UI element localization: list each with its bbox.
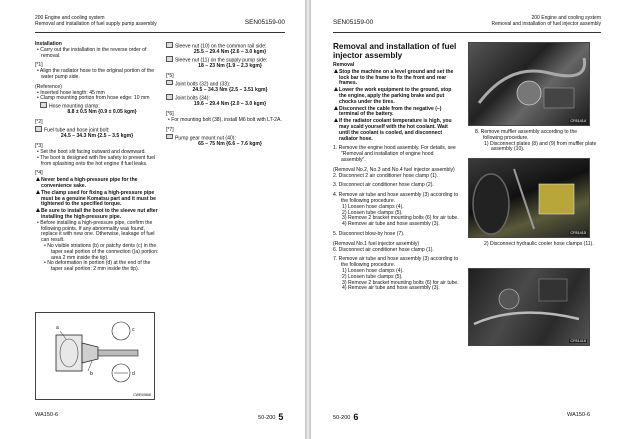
engine-photo-2	[468, 158, 590, 238]
warning-1: Never bend a high-pressure pipe for the convenience sake.	[35, 177, 159, 190]
ref-4: [*4]	[35, 170, 43, 177]
step-6: 6. Disconnect air conditioner hose clamp (1).	[333, 246, 434, 253]
step-7-3: 3) Remove 2 bracket mounting bolts (6) for air tube.	[342, 279, 459, 286]
fuel-tube-label: Fuel tube and hose joint bolt:	[35, 126, 159, 134]
torque-icon	[40, 102, 47, 108]
step-4-4: 4) Remove air tube and hose assembly (3).	[342, 221, 440, 228]
warning-icon	[334, 118, 338, 122]
reference-label: (Reference)	[35, 83, 62, 90]
ref-7: [*7]	[166, 126, 174, 133]
removal-title: Removal	[333, 62, 355, 68]
align-note: • Align the radiator hose to the original portion of the water pump side.	[37, 68, 155, 80]
right-page-header	[333, 14, 601, 33]
warning-3: Be sure to install the boot to the sleeve nut after installing the high-pressure pipe.	[35, 208, 159, 221]
sleeve-pump-label: Sleeve nut (11) on the supply pump side:	[166, 56, 294, 64]
right-column-1	[333, 42, 459, 292]
engine-photo-2-drawing	[469, 159, 589, 237]
torque-icon	[166, 80, 173, 86]
step-7-1: 1) Loosen hose clamps (4).	[342, 267, 404, 274]
torque-icon	[166, 42, 173, 48]
header-section-title: 200 Engine and cooling system	[531, 15, 601, 21]
ref-3: [*3]	[35, 143, 43, 150]
warning-icon	[36, 190, 40, 194]
step-8-1: 1) Disconnect plates (8) and (9) from muffler plate assembly (10).	[484, 140, 597, 153]
ref-1: [*1]	[35, 62, 43, 69]
check-1: • No visible striations (b) or patchy dents (c) in the taper seal portion of the connection ((a) portion: area 2 mm inside the tip).	[44, 242, 159, 261]
figure-id: CWE00868	[133, 393, 151, 397]
header-doc-code: SEN05159-00	[333, 19, 374, 26]
ref-2: [*2]	[35, 119, 43, 126]
diagram-label-d: d	[132, 371, 135, 377]
warning-icon	[334, 106, 338, 110]
warning-2: Lower the work equipment to the ground, stop the engine, apply the parking brake and put chocks under the tires.	[333, 87, 459, 105]
boot-note-b: • The boot is designed with fire safety to prevent fuel from splashing onto the hot engine if fuel leaks.	[37, 154, 156, 167]
header-doc-code: SEN05159-00	[244, 19, 285, 26]
right-column-2	[475, 130, 597, 153]
torque-icon	[166, 94, 173, 100]
torque-icon	[166, 56, 173, 62]
torque-icon	[166, 134, 173, 140]
warning-1: Stop the machine on a level ground and set the lock bar to the frame to fix the front and rear frames.	[333, 69, 459, 87]
hose-clamp-label: Hose mounting clamp:	[35, 102, 159, 110]
page-title: Removal and installation of fuel injector assembly	[333, 42, 457, 60]
left-footer-model: WA150-6	[35, 412, 59, 418]
step-7-2: 2) Loosen tube clamps (5).	[342, 273, 403, 280]
warning-icon	[334, 69, 338, 73]
right-column-3	[475, 242, 597, 248]
step-4-2: 2) Loosen tube clamps (5).	[342, 209, 403, 216]
gear-nut-torque: 65 – 75 Nm {6.6 – 7.6 kgm}	[198, 140, 262, 147]
photo-3-id: CF81416	[570, 339, 586, 343]
step-1: 1. Remove the engine hood assembly. For details, see "Removal and installation of engine hood assembly".	[333, 145, 456, 163]
step-4-1: 1) Loosen hose clamps (4).	[342, 203, 404, 210]
check-2: • No deformation in portion (d) at the end of the taper seal portion: 2 mm inside the tip).	[44, 260, 151, 273]
step-4: 4. Remove air tube and hose assembly (3) according to the following procedure.	[333, 192, 459, 204]
header-section-title: 200 Engine and cooling system	[35, 15, 105, 21]
step-5: 5. Disconnect blow-by hose (7).	[333, 230, 405, 237]
photo-1-id: CF81414	[570, 119, 586, 123]
mounting-bolt-note: • For mounting bolt (38), install M6 bolt with LT-2A.	[168, 116, 282, 123]
left-column-2	[166, 42, 294, 148]
clamp-position: • Clamp mounting portion from hose edge: 10 mm	[37, 95, 150, 102]
step-7-4: 4) Remove air tube and hose assembly (3).	[342, 285, 440, 292]
header-subtitle: Removal and installation of fuel injector assembly	[491, 20, 601, 27]
engine-photo-1	[468, 42, 590, 126]
header-subtitle: Removal and installation of fuel supply pump assembly	[35, 20, 157, 27]
warning-icon	[36, 208, 40, 212]
joint-34-torque: 19.6 – 29.4 Nm {2.0 – 3.0 kgm}	[193, 101, 267, 108]
before-install: • Before installing a high-pressure pipe, confirm the following points. If any abnormality was found, replace it with new one. Otherwise, leakage of fuel can result.	[37, 219, 155, 244]
boot-note-a: • Set the boot slit facing outward and downward.	[37, 148, 146, 155]
joint-34-label: Joint bolts (34):	[166, 94, 294, 102]
sleeve-common-torque: 25.5 – 29.4 Nm {2.6 – 3.0 kgm}	[193, 49, 267, 56]
engine-photo-1-drawing	[469, 43, 589, 125]
right-footer-page: 50-200 6	[333, 412, 359, 422]
step-3: 3. Disconnect air conditioner hose clamp (2).	[333, 182, 434, 189]
diagram-label-b: b	[90, 371, 93, 377]
torque-icon	[35, 126, 42, 132]
joint-32-33-torque: 24.5 – 34.3 Nm {2.5 – 3.51 kgm}	[192, 87, 268, 94]
ref-5: [*5]	[166, 73, 174, 80]
install-note: • Carry out the installation in the reverse order of removal.	[37, 46, 147, 59]
engine-photo-3-drawing	[469, 269, 589, 345]
sleeve-pump-torque: 18 – 23 Nm {1.9 – 2.3 kgm}	[198, 63, 262, 70]
gear-nut-label: Pump gear mount nut (40):	[166, 134, 294, 142]
warning-icon	[36, 177, 40, 181]
ref-6: [*6]	[166, 111, 174, 118]
left-page	[0, 0, 305, 439]
fuel-tube-torque: 24.5 – 34.3 Nm {2.5 – 3.5 kgm}	[60, 133, 134, 140]
diagram-label-c: c	[132, 327, 135, 333]
warning-3: Disconnect the cable from the negative (–) terminal of the battery.	[333, 106, 459, 119]
left-column-1	[35, 42, 159, 273]
taper-seal-drawing	[36, 313, 154, 399]
left-footer-page: 50-200 5	[258, 412, 284, 422]
installation-title: Installation	[35, 41, 62, 47]
warning-icon	[334, 87, 338, 91]
hose-length: • Inserted hose length: 45 mm	[37, 89, 105, 96]
right-footer-model: WA150-6	[567, 412, 591, 418]
step-8: 8. Remove muffler assembly according to the following procedure.	[475, 129, 578, 141]
removal-no2-4-note: (Removal No.2, No.3 and No.4 fuel injector assembly)	[333, 166, 455, 173]
taper-seal-diagram	[35, 312, 155, 400]
step-7: 7. Remove air tube and hose assembly (3) according to the following procedure.	[333, 256, 459, 269]
step-8-2: 2) Disconnect hydraulic cooler hose clamps (11).	[484, 241, 594, 247]
warning-2: The clamp used for fixing a high-pressure pipe must be a genuine Komatsu part and it must be tightened to the specified torque.	[35, 190, 159, 208]
sleeve-common-label: Sleeve nut (10) on the common rail side:	[166, 42, 294, 50]
hose-clamp-torque: 8.8 ± 0.5 Nm {0.9 ± 0.05 kgm}	[67, 109, 137, 116]
right-page	[311, 0, 620, 439]
engine-photo-3	[468, 268, 590, 346]
photo-2-id: CF81415	[570, 231, 586, 235]
warning-4: If the radiator coolant temperature is high, you may scald yourself with the hot coolant. Wait until the coolant is cooled, and disconnect radiator hose.	[333, 118, 459, 142]
removal-no1-note: (Removal No.1 fuel injector assembly)	[333, 240, 420, 247]
diagram-label-a: a	[56, 325, 59, 331]
joint-32-33-label: Joint bolts (32) and (33):	[166, 80, 294, 88]
step-4-3: 3) Remove 2 bracket mounting bolts (6) for air tube.	[342, 215, 459, 222]
left-page-header	[35, 14, 285, 33]
step-2: 2. Disconnect 2 air conditioner hose clamp (1).	[333, 172, 439, 179]
